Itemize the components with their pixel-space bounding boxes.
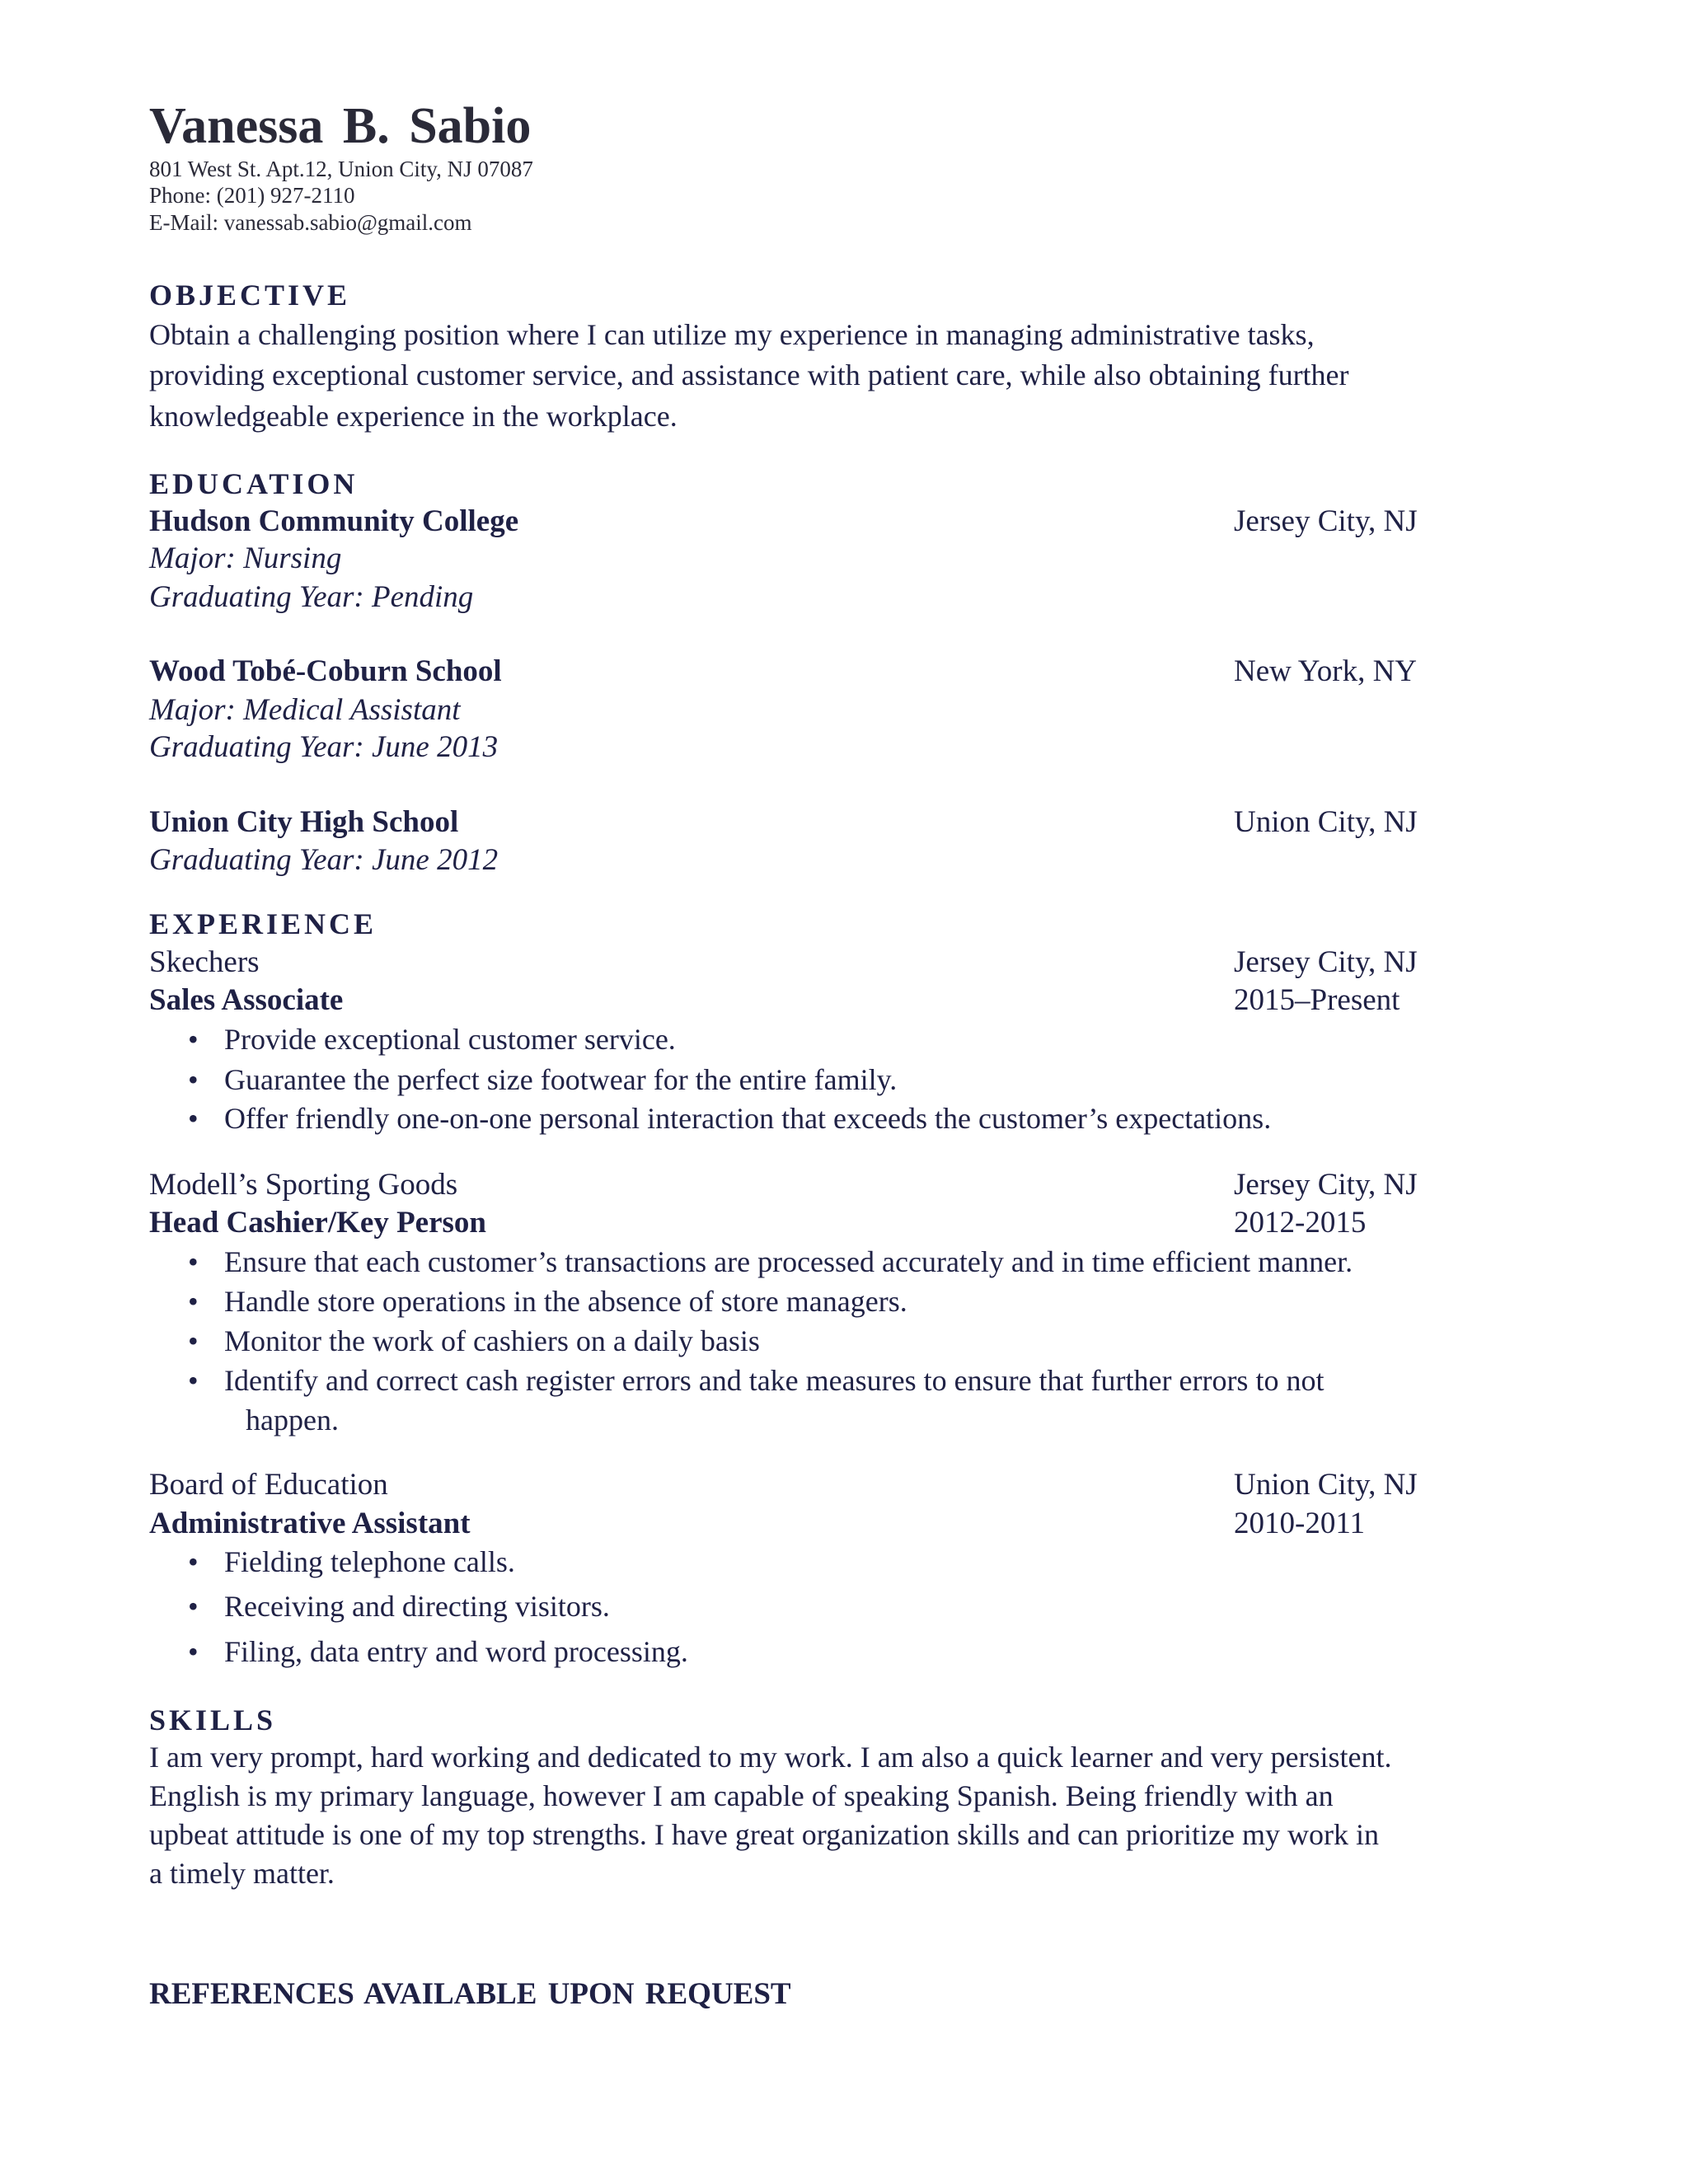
list-item	[188, 1062, 897, 1097]
bullet-text: Provide exceptional customer service.	[224, 1023, 676, 1056]
list-item	[188, 1363, 1324, 1398]
school-detail: Graduating Year: June 2012	[149, 843, 499, 877]
objective-line: providing exceptional customer service, and assistance with patient care, while also obtaining further	[149, 359, 1349, 391]
skills-heading: SKILLS	[149, 1704, 277, 1736]
list-item	[188, 1544, 515, 1579]
objective-line: knowledgeable experience in the workplace.	[149, 400, 678, 433]
bullet-icon: •	[188, 1324, 199, 1357]
skills-line: upbeat attitude is one of my top strengths. I have great organization skills and can prioritize my work in	[149, 1818, 1379, 1851]
bullet-text: Handle store operations in the absence of store managers.	[224, 1285, 907, 1318]
school-name: Wood Tobé-Coburn School	[149, 654, 502, 688]
bullet-text: Receiving and directing visitors.	[224, 1590, 610, 1623]
address: 801 West St. Apt.12, Union City, NJ 07087	[149, 157, 533, 181]
school-detail: Major: Medical Assistant	[149, 693, 461, 727]
list-item	[188, 1324, 760, 1358]
job-location: Jersey City, NJ	[1234, 945, 1418, 979]
bullet-icon: •	[188, 1635, 199, 1668]
school-location: Union City, NJ	[1234, 805, 1418, 839]
bullet-text: Guarantee the perfect size footwear for the entire family.	[224, 1063, 898, 1096]
list-item	[188, 1101, 1271, 1136]
school-name: Hudson Community College	[149, 504, 519, 538]
bullet-text: Offer friendly one-on-one personal interaction that exceeds the customer’s expectations.	[224, 1102, 1272, 1135]
bullet-icon: •	[188, 1545, 199, 1578]
list-item	[188, 1022, 676, 1057]
school-detail: Graduating Year: Pending	[149, 580, 474, 614]
job-location: Union City, NJ	[1234, 1468, 1418, 1502]
email: E-Mail: vanessab.sabio@gmail.com	[149, 210, 472, 235]
bullet-continuation: happen.	[246, 1404, 339, 1436]
school-location: Jersey City, NJ	[1234, 504, 1418, 538]
job-role: Sales Associate	[149, 983, 344, 1017]
school-detail: Graduating Year: June 2013	[149, 730, 499, 764]
objective-line: Obtain a challenging position where I can utilize my experience in managing administrative tasks,	[149, 318, 1315, 351]
bullet-text: Identify and correct cash register errors and take measures to ensure that further errors to not	[224, 1364, 1325, 1397]
list-item	[188, 1589, 610, 1624]
company-name: Modell’s Sporting Goods	[149, 1168, 458, 1202]
bullet-text: Filing, data entry and word processing.	[224, 1635, 688, 1668]
references-note: REFERENCES AVAILABLE UPON REQUEST	[149, 1977, 791, 2011]
job-role: Head Cashier/Key Person	[149, 1206, 487, 1240]
school-name: Union City High School	[149, 805, 459, 839]
job-location: Jersey City, NJ	[1234, 1168, 1418, 1202]
school-location: New York, NY	[1234, 654, 1418, 688]
resume-name: Vanessa B. Sabio	[149, 98, 532, 154]
education-heading: EDUCATION	[149, 467, 359, 500]
bullet-text: Fielding telephone calls.	[224, 1545, 515, 1578]
bullet-text: Monitor the work of cashiers on a daily basis	[224, 1324, 760, 1357]
company-name: Skechers	[149, 945, 260, 979]
bullet-icon: •	[188, 1364, 199, 1397]
bullet-icon: •	[188, 1023, 199, 1056]
job-dates: 2010-2011	[1234, 1507, 1365, 1540]
bullet-icon: •	[188, 1102, 199, 1135]
list-item	[188, 1284, 907, 1319]
bullet-icon: •	[188, 1245, 199, 1278]
skills-line: I am very prompt, hard working and dedicated to my work. I am also a quick learner and very persistent.	[149, 1741, 1392, 1774]
objective-heading: OBJECTIVE	[149, 279, 351, 312]
job-role: Administrative Assistant	[149, 1507, 471, 1540]
company-name: Board of Education	[149, 1468, 388, 1502]
list-item	[188, 1244, 1353, 1279]
school-detail: Major: Nursing	[149, 541, 342, 575]
bullet-icon: •	[188, 1590, 199, 1623]
job-dates: 2015–Present	[1234, 983, 1400, 1017]
skills-line: a timely matter.	[149, 1857, 335, 1890]
bullet-icon: •	[188, 1063, 199, 1096]
bullet-text: Ensure that each customer’s transactions are processed accurately and in time efficient manner.	[224, 1245, 1353, 1278]
phone: Phone: (201) 927-2110	[149, 183, 355, 208]
job-dates: 2012-2015	[1234, 1206, 1367, 1240]
list-item	[188, 1634, 688, 1669]
experience-heading: EXPERIENCE	[149, 907, 377, 940]
bullet-icon: •	[188, 1285, 199, 1318]
skills-line: English is my primary language, however I am capable of speaking Spanish. Being friendly with an	[149, 1779, 1334, 1812]
